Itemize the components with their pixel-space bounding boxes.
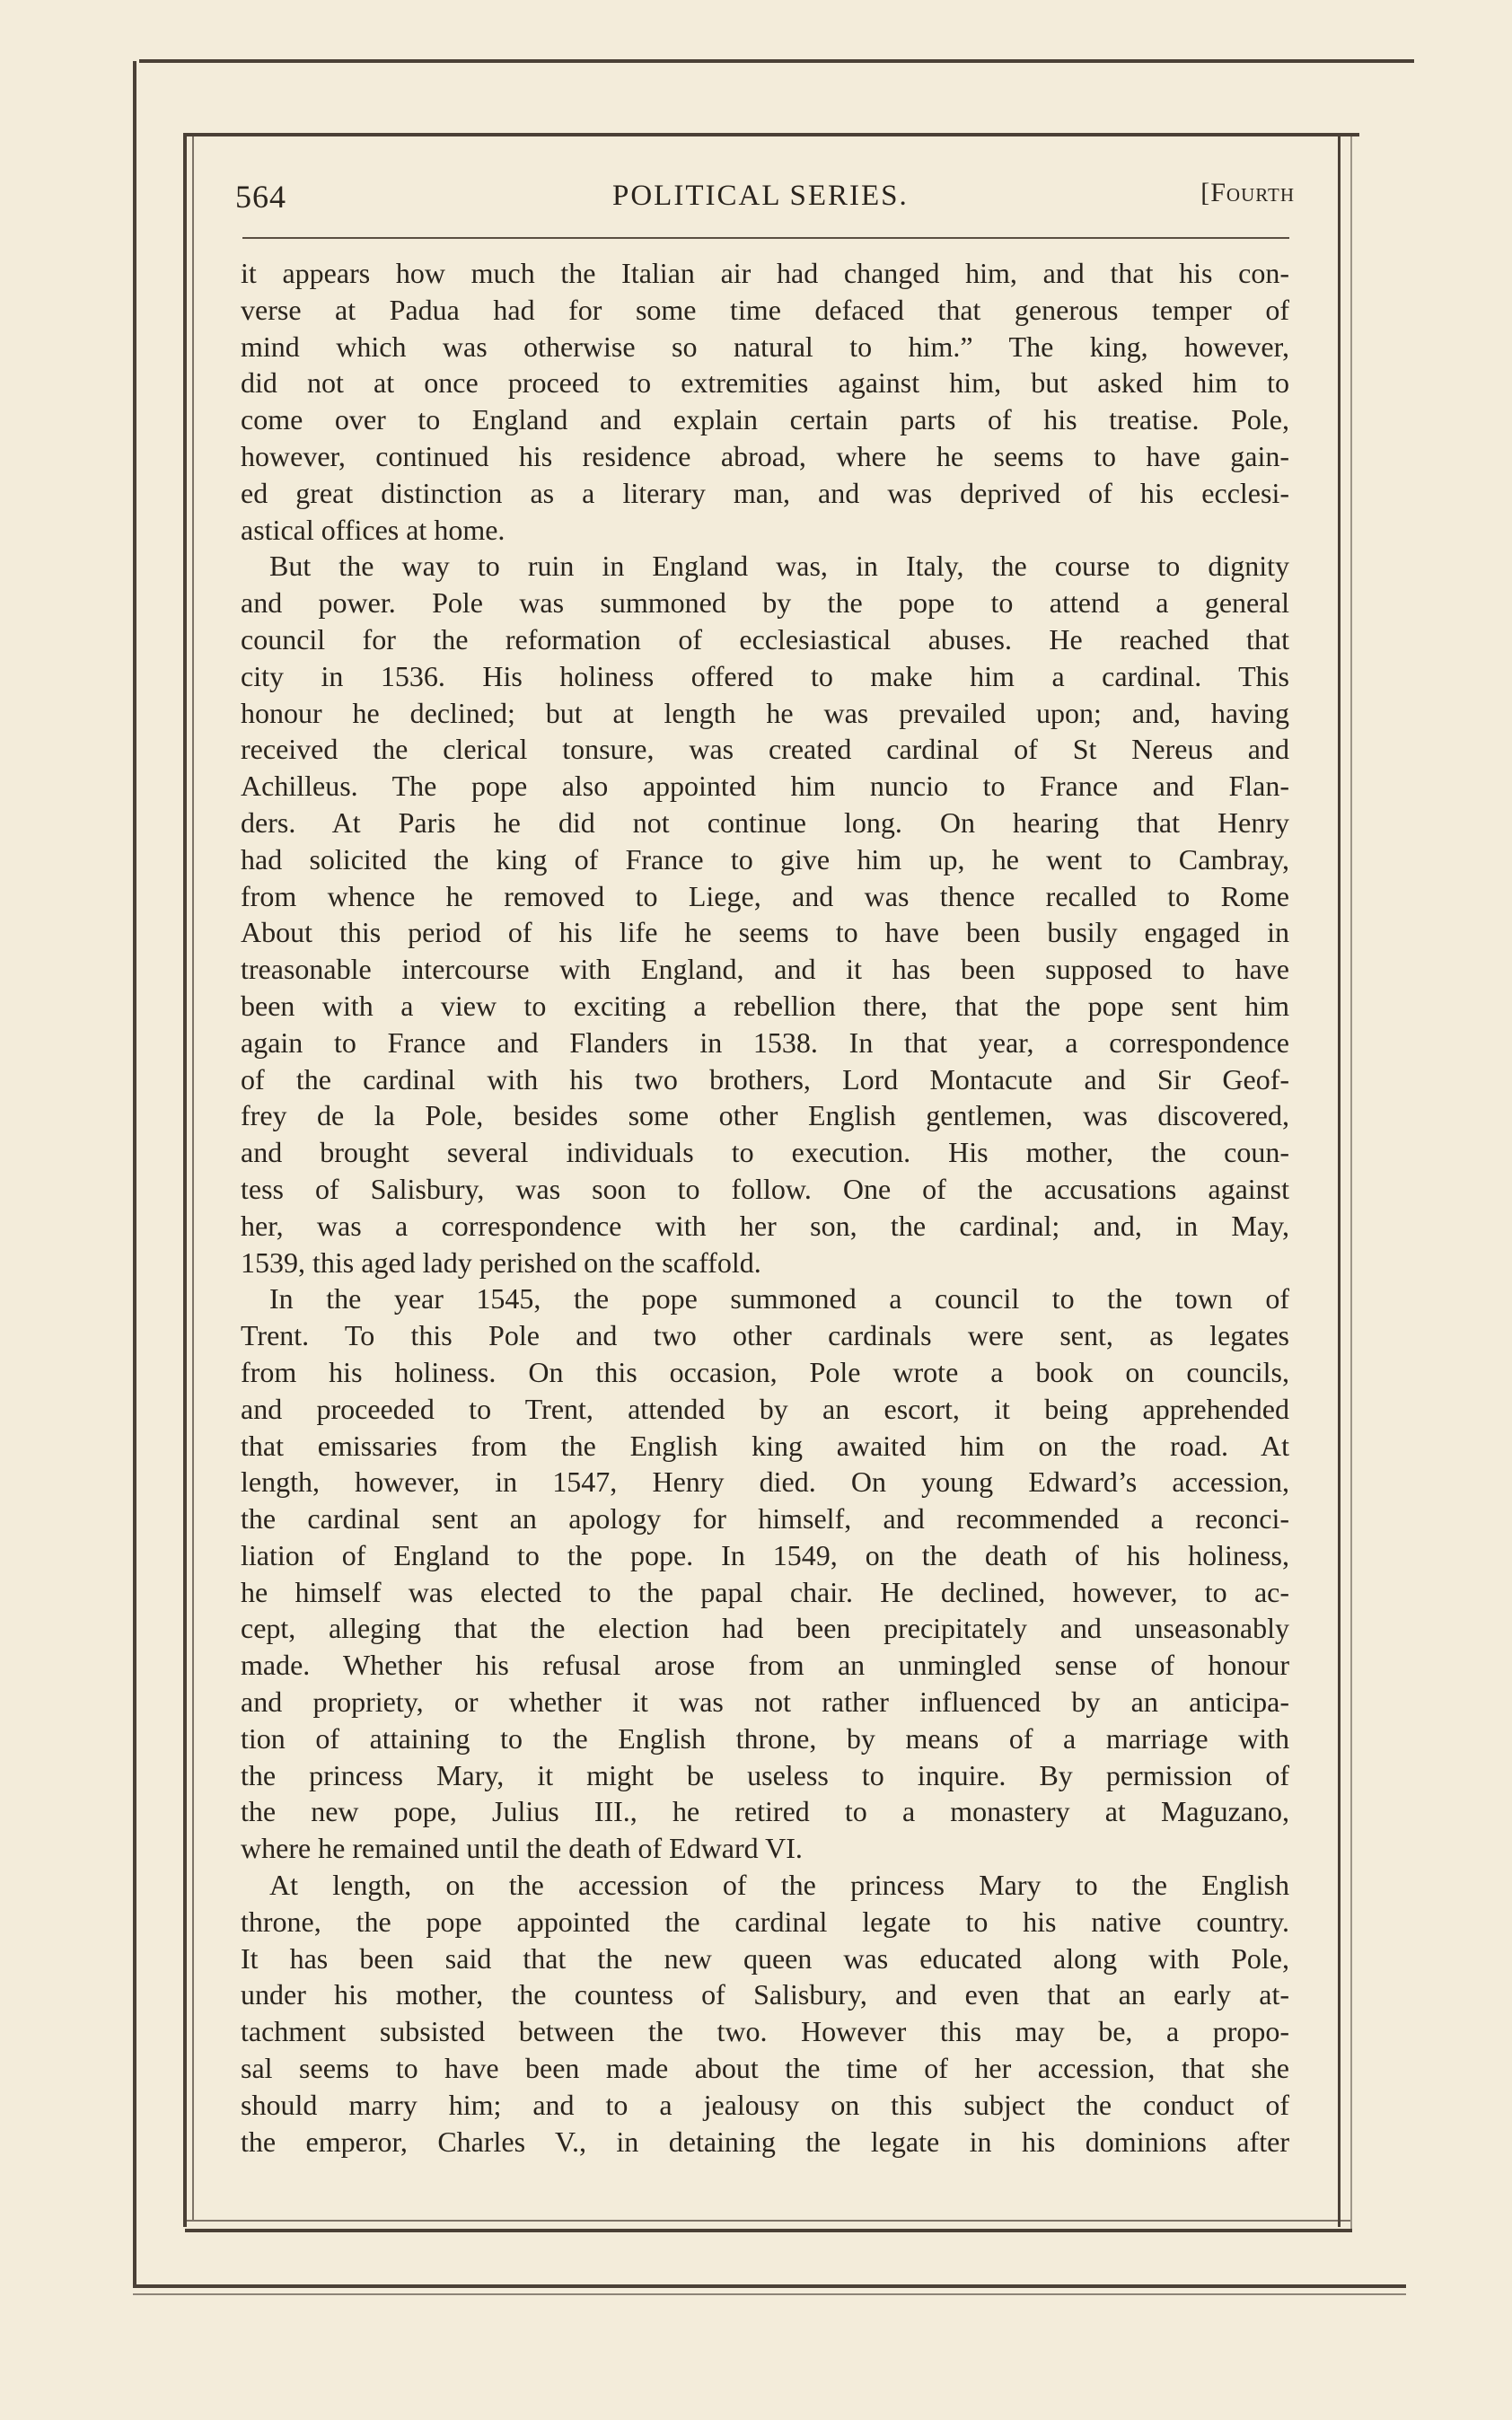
text-line: Achilleus. The pope also appointed him nuncio to France and Flan- [241,770,1289,803]
text-line: been with a view to exciting a rebellion there, that the pope sent him [241,989,1289,1022]
outer-frame-left-rule [133,61,136,2284]
text-line: ders. At Paris he did not continue long. On hearing that Henry [241,805,1289,839]
running-head: POLITICAL SERIES. [612,180,909,212]
text-line: that emissaries from the English king awaited him on the road. At [241,1429,1289,1462]
page-header [235,171,1295,233]
text-line: ed great distinction as a literary man, and was deprived of his ecclesi- [241,476,1289,509]
text-line: treasonable intercourse with England, and it has been supposed to have [241,953,1289,986]
text-line: under his mother, the countess of Salisbury, and even that an early at- [241,1978,1289,2011]
outer-frame-bottom-rule [133,2284,1406,2288]
outer-frame-top-rule [139,59,1414,63]
text-line: council for the reformation of ecclesiastical abuses. He reached that [241,622,1289,656]
text-line: come over to England and explain certain parts of his treatise. Pole, [241,403,1289,436]
inner-frame-top-rule [183,133,1359,136]
text-line: the cardinal sent an apology for himself, and recommended a reconci- [241,1502,1289,1536]
text-line: sal seems to have been made about the time of her accession, that she [241,2052,1289,2085]
text-line: frey de la Pole, besides some other English gentlemen, was discovered, [241,1099,1289,1132]
text-line: About this period of his life he seems to have been busily engaged in [241,916,1289,949]
text-line: But the way to ruin in England was, in Italy, the course to dignity [269,550,1289,583]
text-line: throne, the pope appointed the cardinal legate to his native country. [241,1905,1289,1938]
text-line: Trent. To this Pole and two other cardinals were sent, as legates [241,1319,1289,1352]
text-line: the emperor, Charles V., in detaining the legate in his dominions after [241,2125,1289,2158]
inner-frame-bottom-rule [185,2229,1352,2232]
text-line: again to France and Flanders in 1538. In that year, a correspondence [241,1025,1289,1059]
text-line: of the cardinal with his two brothers, Lord Montacute and Sir Geof- [241,1062,1289,1096]
text-line: verse at Padua had for some time defaced that generous temper of [241,293,1289,326]
text-line: made. Whether his refusal arose from an unmingled sense of honour [241,1649,1289,1682]
text-line: It has been said that the new queen was educated along with Pole, [241,1941,1289,1975]
text-line: did not at once proceed to extremities against him, but asked him to [241,366,1289,400]
text-line: should marry him; and to a jealousy on this subject the conduct of [241,2088,1289,2121]
text-line: 1539, this aged lady perished on the scaffold. [241,1245,761,1279]
text-line: At length, on the accession of the princess Mary to the English [269,1869,1289,1902]
text-line: and power. Pole was summoned by the pope to attend a general [241,586,1289,620]
text-line: had solicited the king of France to give him up, he went to Cambray, [241,842,1289,876]
text-line: her, was a correspondence with her son, the cardinal; and, in May, [241,1209,1289,1242]
text-line: from his holiness. On this occasion, Pole wrote a book on councils, [241,1355,1289,1388]
header-rule [242,237,1289,239]
text-line: and brought several individuals to execution. His mother, the coun- [241,1136,1289,1169]
text-line: astical offices at home. [241,513,505,546]
inner-frame-bottom-rule-thin [185,2220,1350,2222]
inner-frame-right-rule [1338,135,1341,2227]
text-line: mind which was otherwise so natural to him.” The king, however, [241,330,1289,363]
text-line: tess of Salisbury, was soon to follow. One of the accusations against [241,1172,1289,1205]
text-line: the new pope, Julius III., he retired to a monastery at Maguzano, [241,1795,1289,1828]
text-line: tachment subsisted between the two. However this may be, a propo- [241,2015,1289,2048]
body-text [241,255,1289,2160]
inner-frame-left-rule [183,135,187,2227]
text-line: the princess Mary, it might be useless to inquire. By permission of [241,1758,1289,1791]
inner-frame-left-rule-thin [192,135,194,2220]
text-line: however, continued his residence abroad, where he seems to have gain- [241,439,1289,472]
text-line: from whence he removed to Liege, and was thence recalled to Rome [241,879,1289,912]
text-line: and proceeded to Trent, attended by an escort, it being apprehended [241,1392,1289,1425]
text-line: received the clerical tonsure, was created cardinal of St Nereus and [241,733,1289,766]
section-mark: [Fourth [1200,178,1295,207]
text-line: honour he declined; but at length he was prevailed upon; and, having [241,696,1289,729]
text-line: cept, alleging that the election had been precipitately and unseasonably [241,1612,1289,1645]
text-line: liation of England to the pope. In 1549, on the death of his holiness, [241,1538,1289,1571]
text-line: where he remained until the death of Edward VI. [241,1832,803,1865]
text-line: city in 1536. His holiness offered to make him a cardinal. This [241,659,1289,692]
text-line: it appears how much the Italian air had changed him, and that his con- [241,257,1289,289]
text-line: he himself was elected to the papal chair. He declined, however, to ac- [241,1575,1289,1608]
outer-frame-bottom-rule-thin [133,2293,1406,2295]
inner-frame-right-rule-thin [1350,135,1352,2229]
text-line: In the year 1545, the pope summoned a council to the town of [269,1282,1289,1316]
text-line: and propriety, or whether it was not rather influenced by an anticipa- [241,1685,1289,1719]
text-line: tion of attaining to the English throne, by means of a marriage with [241,1721,1289,1755]
page-number: 564 [235,179,286,215]
text-line: length, however, in 1547, Henry died. On young Edward’s accession, [241,1465,1289,1499]
